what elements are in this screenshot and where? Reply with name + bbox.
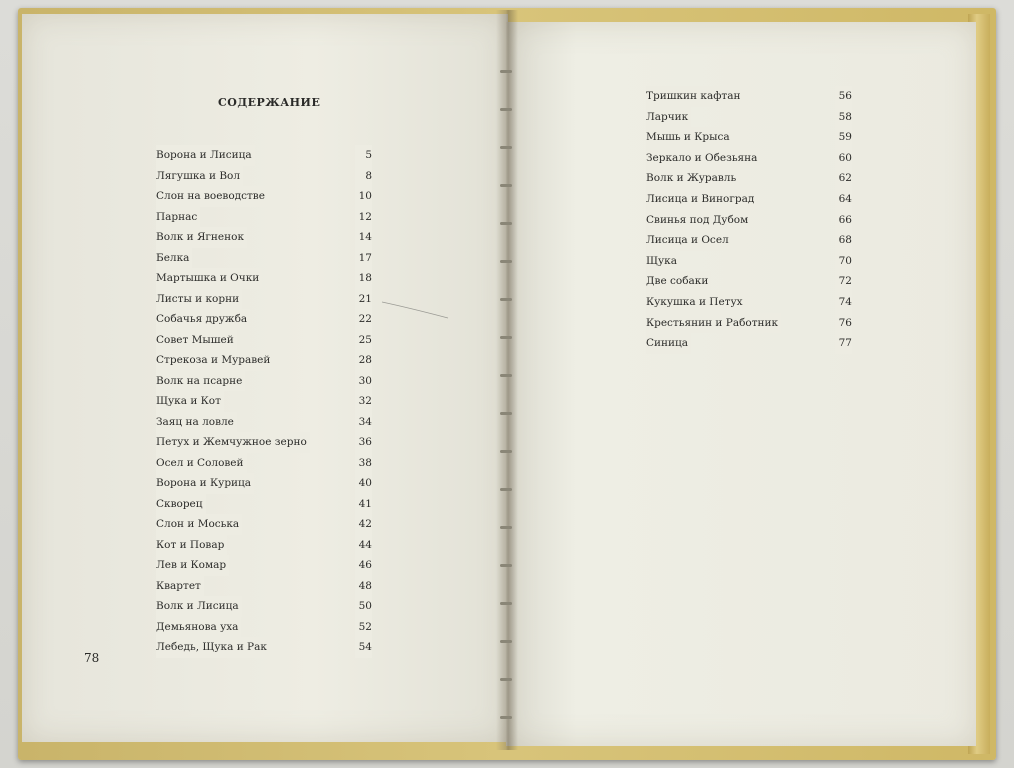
toc-entry-title: Ларчик [646, 107, 691, 128]
stitch-mark [500, 412, 512, 415]
toc-entry [646, 251, 852, 272]
toc-entry-page: 74 [835, 292, 852, 313]
toc-entry-title: Слон и Моська [156, 514, 242, 535]
toc-entry-page: 22 [355, 309, 372, 330]
toc-entry-page: 50 [355, 596, 372, 617]
toc-entry-title: Белка [156, 248, 192, 269]
toc-entry-title: Кукушка и Петух [646, 292, 746, 313]
stitch-mark [500, 640, 512, 643]
toc-entry [156, 166, 372, 187]
toc-entry-page: 36 [355, 432, 372, 453]
toc-entry-title: Свинья под Дубом [646, 210, 751, 231]
toc-entry [156, 473, 372, 494]
toc-entry-page: 21 [355, 289, 372, 310]
toc-entry [156, 453, 372, 474]
toc-entry-page: 76 [835, 313, 852, 334]
toc-entry-title: Лисица и Виноград [646, 189, 757, 210]
toc-entry [156, 391, 372, 412]
toc-entry [646, 210, 852, 231]
toc-entry [646, 271, 852, 292]
toc-entry [156, 330, 372, 351]
toc-entry-page: 40 [355, 473, 372, 494]
toc-entry-page: 12 [355, 207, 372, 228]
toc-entry-page: 38 [355, 453, 372, 474]
toc-entry [646, 127, 852, 148]
toc-entry-title: Волк и Ягненок [156, 227, 247, 248]
toc-entry-title: Тришкин кафтан [646, 86, 744, 107]
toc-entry-page: 48 [355, 576, 372, 597]
toc-entry-page: 46 [355, 555, 372, 576]
toc-entry-title: Ворона и Лисица [156, 145, 255, 166]
toc-entry-page: 5 [355, 145, 372, 166]
toc-entry-title: Крестьянин и Работник [646, 313, 781, 334]
toc-entry [156, 576, 372, 597]
toc-entry-title: Слон на воеводстве [156, 186, 268, 207]
toc-entry [156, 617, 372, 638]
toc-entry-title: Мышь и Крыса [646, 127, 733, 148]
toc-entry-title: Лягушка и Вол [156, 166, 243, 187]
toc-entry [646, 168, 852, 189]
toc-entry-title: Две собаки [646, 271, 711, 292]
toc-entry-title: Лев и Комар [156, 555, 229, 576]
toc-entry [646, 313, 852, 334]
toc-entry-page: 17 [355, 248, 372, 269]
toc-entry-page: 59 [835, 127, 852, 148]
toc-entry-page: 58 [835, 107, 852, 128]
toc-entry-title: Скворец [156, 494, 206, 515]
toc-entry-page: 52 [355, 617, 372, 638]
toc-entry-title: Ворона и Курица [156, 473, 254, 494]
toc-entry-page: 10 [355, 186, 372, 207]
toc-entry [156, 350, 372, 371]
toc-entry-page: 44 [355, 535, 372, 556]
stitch-mark [500, 716, 512, 719]
toc-entry [156, 514, 372, 535]
toc-entry [156, 412, 372, 433]
toc-entry-title: Квартет [156, 576, 204, 597]
toc-list-left [156, 145, 372, 658]
toc-entry [156, 145, 372, 166]
contents-heading: СОДЕРЖАНИЕ [218, 96, 321, 109]
toc-entry-page: 28 [355, 350, 372, 371]
toc-entry-title: Волк на псарне [156, 371, 245, 392]
toc-entry-page: 18 [355, 268, 372, 289]
toc-entry-title: Парнас [156, 207, 200, 228]
toc-entry-title: Осел и Соловей [156, 453, 247, 474]
toc-entry [646, 333, 852, 354]
stitch-mark [500, 678, 512, 681]
toc-entry [156, 596, 372, 617]
toc-entry-title: Мартышка и Очки [156, 268, 262, 289]
toc-entry-title: Лисица и Осел [646, 230, 732, 251]
toc-entry-title: Демьянова уха [156, 617, 241, 638]
stitch-mark [500, 374, 512, 377]
toc-entry-title: Стрекоза и Муравей [156, 350, 273, 371]
toc-entry [646, 107, 852, 128]
toc-entry-page: 8 [355, 166, 372, 187]
toc-entry [156, 248, 372, 269]
toc-entry-title: Кот и Повар [156, 535, 227, 556]
toc-entry [156, 289, 372, 310]
toc-entry-title: Совет Мышей [156, 330, 237, 351]
toc-entry-title: Петух и Жемчужное зерно [156, 432, 310, 453]
toc-entry [156, 207, 372, 228]
toc-entry-title: Синица [646, 333, 691, 354]
toc-entry-title: Щука и Кот [156, 391, 224, 412]
toc-entry-page: 41 [355, 494, 372, 515]
toc-entry-title: Щука [646, 251, 680, 272]
toc-entry-page: 25 [355, 330, 372, 351]
stitch-mark [500, 146, 512, 149]
toc-entry [156, 268, 372, 289]
stitch-mark [500, 298, 512, 301]
toc-entry-title: Листы и корни [156, 289, 242, 310]
toc-entry-page: 70 [835, 251, 852, 272]
toc-entry [156, 186, 372, 207]
toc-entry-page: 54 [355, 637, 372, 658]
toc-entry [156, 535, 372, 556]
stitch-mark [500, 526, 512, 529]
toc-entry [156, 227, 372, 248]
toc-entry-title: Лебедь, Щука и Рак [156, 637, 270, 658]
toc-entry-page: 34 [355, 412, 372, 433]
stitch-mark [500, 602, 512, 605]
toc-entry-title: Заяц на ловле [156, 412, 237, 433]
book-gutter [496, 10, 518, 750]
toc-entry-page: 32 [355, 391, 372, 412]
toc-entry-page: 30 [355, 371, 372, 392]
toc-entry-title: Волк и Журавль [646, 168, 739, 189]
page-number: 78 [84, 651, 100, 665]
toc-entry-page: 68 [835, 230, 852, 251]
toc-entry-title: Собачья дружба [156, 309, 250, 330]
toc-entry [646, 292, 852, 313]
pencil-mark [380, 300, 450, 320]
toc-entry-page: 42 [355, 514, 372, 535]
toc-entry [156, 494, 372, 515]
stitch-mark [500, 488, 512, 491]
toc-entry [156, 432, 372, 453]
toc-list-right [646, 86, 852, 354]
toc-entry [156, 637, 372, 658]
stitch-mark [500, 222, 512, 225]
toc-entry-page: 62 [835, 168, 852, 189]
stitch-mark [500, 336, 512, 339]
stitch-mark [500, 564, 512, 567]
toc-entry [646, 86, 852, 107]
toc-entry-page: 77 [835, 333, 852, 354]
toc-entry [156, 555, 372, 576]
stitch-mark [500, 184, 512, 187]
stitch-mark [500, 108, 512, 111]
toc-entry-title: Зеркало и Обезьяна [646, 148, 760, 169]
toc-entry-page: 14 [355, 227, 372, 248]
toc-entry [646, 148, 852, 169]
stitch-mark [500, 450, 512, 453]
toc-entry-title: Волк и Лисица [156, 596, 242, 617]
stitch-mark [500, 70, 512, 73]
toc-entry-page: 64 [835, 189, 852, 210]
toc-entry [646, 189, 852, 210]
toc-entry-page: 60 [835, 148, 852, 169]
toc-entry [646, 230, 852, 251]
stitch-mark [500, 260, 512, 263]
toc-entry [156, 309, 372, 330]
toc-entry-page: 72 [835, 271, 852, 292]
toc-entry [156, 371, 372, 392]
toc-entry-page: 66 [835, 210, 852, 231]
toc-entry-page: 56 [835, 86, 852, 107]
